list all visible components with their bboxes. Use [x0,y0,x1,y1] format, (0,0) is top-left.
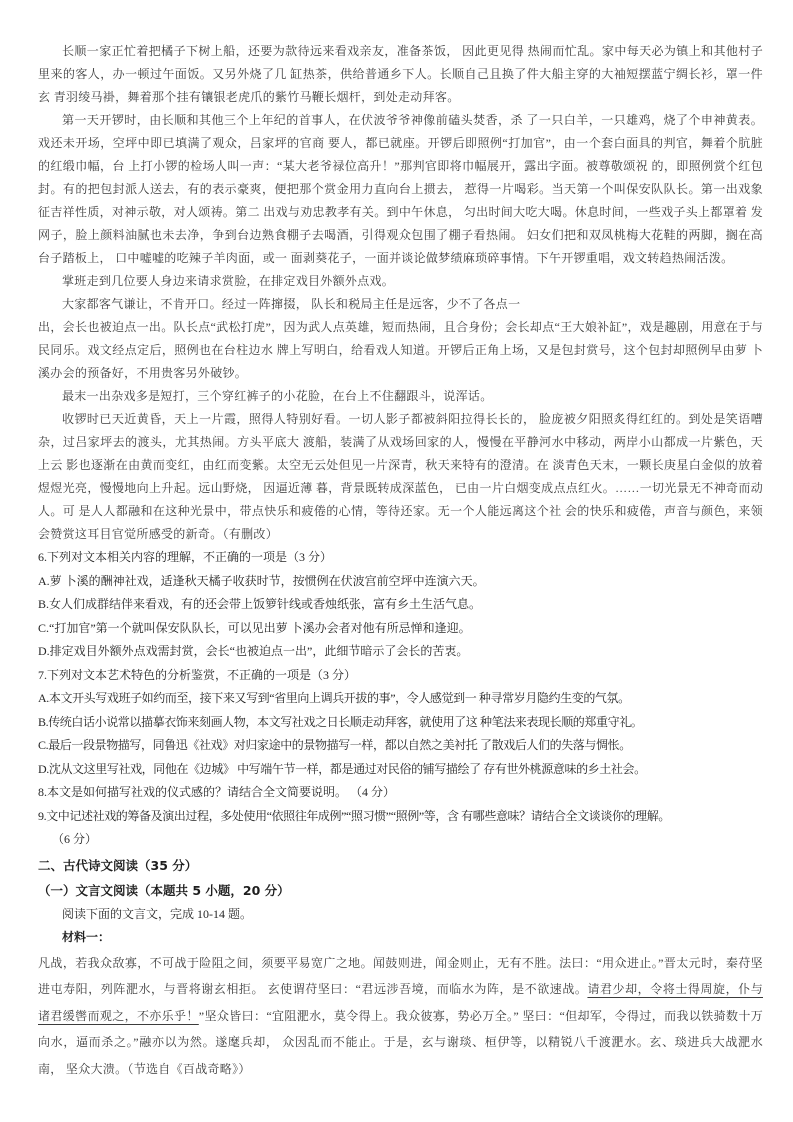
question-6-option-b: B.女人们成群结伴来看戏，有的还会带上饭箩针线或香烛纸张，富有乡土生活气息。 [38,597,482,611]
question-8-stem: 8.本文是如何描写社戏的仪式感的？请结合全文简要说明。 （4 分） [38,785,396,799]
passage-paragraph-3: 掌班走到几位要人身边来请求赏脸，在排定戏目外额外点戏。 [62,274,395,288]
question-7-option-a: A.本文开头写戏班子如约而至，接下来又写到“省里向上调兵开拔的事”，令人感觉到一 种寻常岁月隐约生变的气氛。 [38,691,630,705]
question-9-stem: 9.文中记述社戏的筹备及演出过程，多处使用“依照往年成例”“照习惯”“照例”等，含 有哪些意味？请结合全文谈谈你的理解。 [38,808,670,823]
question-7 [38,664,763,782]
material-1-label: 材料一： [62,930,111,944]
question-6 [38,546,763,664]
section-2-heading: 二、古代诗文阅读（35 分） [38,857,198,873]
question-6-option-c: C.“打加官”第一个就叫保安队队长，可以见出萝 卜溪办会者对他有所忌惮和逢迎。 [38,620,471,635]
modern-text-questions [38,546,763,852]
question-9-score: （6 分） [52,832,98,846]
passage-paragraph-4-continuation: 出，会长也被迫点一出。队长点“武松打虎”，因为武人点英雄，短而热闹，且合身份；会长却点“王大娘补缸”，戏是趣剧，用意在于与民同乐。戏文经点定后，照例也在台柱边水 牌上写明白，给看戏人知道。开锣后正角上场，又是包封赏号，这个包封却照例早由萝 卜 溪办会的预备好，不用贵客另外破钞。 [38,320,763,380]
question-7-option-d: D.沈从文这里写社戏，同他在《边城》 中写端午节一样，都是通过对民俗的铺写描绘了 存有世外桃源意味的乡土社会。 [38,761,646,776]
question-6-option-d: D.排定戏目外额外点戏需封赏，会长“也被迫点一出”，此细节暗示了会长的苦衷。 [38,644,469,658]
question-9 [38,805,763,852]
classical-text-after: ”坚众皆曰：“宜阻淝水，莫令得上。我众彼寡，势必万全。” 坚曰：“但却军，令得过，而我以铁骑数十万向水，逼而杀之。”融亦以为然。遂麾兵却， 众因乱而不能止。于是，玄与谢琰、桓伊等，以精锐八千渡淝水。玄、琰进兵大战淝水南， 坚众大溃。（节选自《百战奇略》） [38,1008,763,1076]
question-6-option-a: A.萝 卜溪的酬神社戏，适逢秋天橘子收获时节，按惯例在伏波宫前空坪中连演六天。 [38,573,485,588]
passage-paragraph-1: 长顺一家正忙着把橘子下树上船，还要为款待远来看戏亲友，准备茶饭， 因此更见得 热闹而忙乱。家中每天必为镇上和其他村子里来的客人，办一顿过午面饭。又另外烧了几 缸热茶，供给普通乡下人。长顺自己且换了件大船主穿的大袖短摆蓝宁绸长衫，罩一件玄 青羽绫马褂，舞着那个挂有镶银老虎爪的紫竹马鞭长烟杆，到处走动拜客。 [38,44,763,104]
classical-passage [38,950,763,1083]
classical-text-before: 凡战，若我众敌寡，不可战于险阻之间，须要平易宽广之地。闻鼓则进，闻金则止，无有不胜。法曰：“用众进止。”晋太元时，秦苻坚进屯寿阳，列阵淝水，与晋将谢玄相拒。 玄使谓苻坚曰：“君远涉吾境，而临水为阵，是不欲速战。 [38,955,763,996]
question-7-option-b: B.传统白话小说常以描摹衣饰来刻画人物，本文写社戏之日长顺走动拜客，就使用了这 种笔法来表现长顺的郑重守礼。 [38,714,643,729]
question-7-option-c: C.最后一段景物描写，同鲁迅《社戏》对归家途中的景物描写一样，都以自然之美衬托 了散戏后人们的失落与惆怅。 [38,738,631,752]
reading-passage [38,40,763,546]
section-2-1-heading: （一）文言文阅读（本题共 5 小题，20 分） [38,883,290,898]
passage-paragraph-5: 最末一出杂戏多是短打，三个穿红裤子的小花脸，在台上不住翻跟斗，说浑话。 [62,389,493,403]
reading-instruction: 阅读下面的文言文，完成 10-14 题。 [62,906,252,921]
question-7-stem: 7.下列对文本艺术特色的分析鉴赏，不正确的一项是（3 分） [38,667,357,682]
question-6-stem: 6.下列对文本相关内容的理解，不正确的一项是（3 分） [38,550,333,564]
passage-paragraph-4-first-line: 大家都客气谦让，不肯开口。经过一阵撺掇， 队长和税局主任是远客，少不了各点一 [62,297,521,311]
passage-paragraph-6: 收锣时已天近黄昏，天上一片霞，照得人特别好看。一切人影子都被斜阳拉得长长的， 脸庞被夕阳照炙得红红的。到处是笑语嘈杂，过吕家坪去的渡头，尤其热闹。方头平底大 渡船，装满了从戏场回家的人，慢慢在平静河水中移动，两岸小山都成一片紫色，天上云 影也逐渐在由黄而变红，由红而变紫。太空无云处但见一片深青，秋天来特有的澄清。在 淡青色天末，一颗长庚星白金似的放着煜煜光亮，慢慢地向上升起。远山野烧， 因逼近薄 暮，背景既转成深蓝色， 已由一片白烟变成点点红火。……一切光景无不神奇而动人。可 是人人都融和在这种光景中，带点快乐和疲倦的心情，等待还家。无一个人能远离这个社 会的快乐和疲倦，声音与颜色，来领会赞赏这耳目官觉所感受的新奇。（有删改） [38,412,763,541]
classical-reading-section [38,854,763,1083]
classical-underlined-sentence: 请君少却，令将士得周旋，仆与 诸君缓辔而观之，不亦乐乎！ [38,982,763,1023]
passage-paragraph-2: 第一天开锣时，由长顺和其他三个上年纪的首事人，在伏波爷爷神像前磕头焚香，杀 了一只白羊，一只雄鸡，烧了个申神黄表。戏还未开场，空坪中即已填满了观众，吕家坪的官商 要人，都已就座。开锣后即照例“打加官”，由一个套白面具的判官，舞着个肮脏的红缎巾幅，台 上打小锣的检场人叫一声：“某大老爷禄位高升！”那判官即将巾幅展开，露出字面。被尊敬颂祝 的，即照例赏个红包封。有的把包封派人送去，有的表示豪爽，便把那个赏金用力直向台上掼去， 惹得一片喝彩。当天第一个叫保安队队长。第一出戏象征吉祥性质，对神示敬，对人颂祷。第二 出戏与劝忠教孝有关。到中午休息， 匀出时间大吃大喝。休息时间，一些戏子头上都罩着 发网子，脸上颜料油腻也未去净，争到台边熟食棚子去喝酒，引得观众包围了棚子看热闹。 妇女们把和双凤桃梅大花鞋的两脚，搁在高台子踏板上， 口中嘘嘘的吃辣子羊肉面，或一 面剥葵花子，一面并谈论做梦绩麻琐碎事情。下午开锣重唱，戏文转趋热闹活泼。 [38,113,763,265]
